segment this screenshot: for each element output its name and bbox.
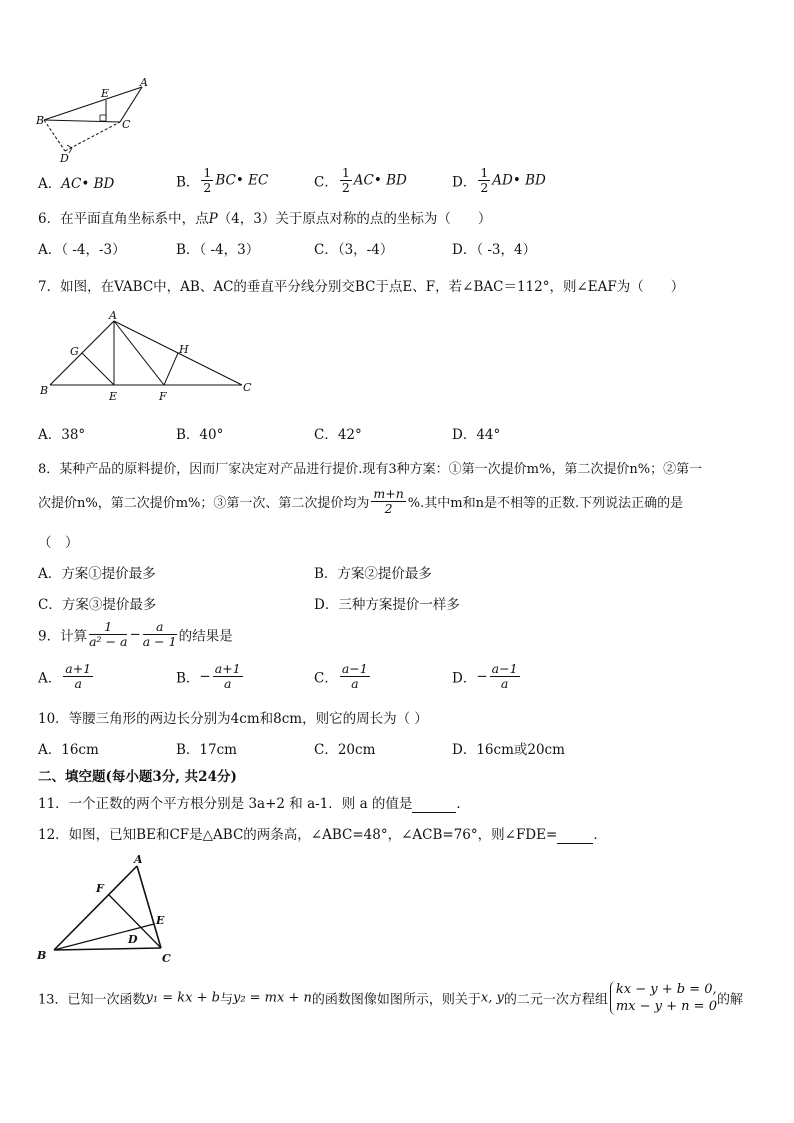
fig7-segment-af [114,321,164,385]
fig7-label-e: E [109,390,118,403]
fig5-label-c: C [122,118,131,131]
q10-option-c[interactable]: C．20cm [314,742,376,758]
fig12-side-ba [54,866,137,950]
q6-option-c[interactable]: C．（3，-4） [314,242,394,258]
fig12-label-e: E [156,914,165,927]
q10-option-b[interactable]: B．17cm [176,742,237,758]
fig5-side-ba [44,87,142,120]
fig12-altitude-be [54,924,154,950]
q8-option-d[interactable]: D．三种方案提价一样多 [314,597,460,613]
q6-option-a[interactable]: A．（ -4，-3） [38,242,126,258]
fig5-dashed-dc [65,122,120,151]
q9-option-b[interactable]: B．− $\frac{a+1}{a}$ [176,661,241,691]
q8-stem-line3: （ ） [38,535,79,551]
q5-option-d-fraction: $\frac{1}{2}$ [480,165,489,195]
q6-option-d[interactable]: D．（ -3，4） [452,242,537,258]
q9-fraction-2: $\frac{a}{a - 1}$ [142,619,177,649]
fig7-label-g: G [70,345,79,358]
q10-option-a[interactable]: A．16cm [38,742,99,758]
q9-option-d[interactable]: D．− $\frac{a-1}{a}$ [452,661,518,691]
section-2-heading: 二、填空题(每小题3分, 共24分) [38,769,237,785]
q5-option-c[interactable]: C． $\frac{1}{2}$ AC• BD [314,165,407,195]
q7-option-c[interactable]: C．42° [314,427,362,443]
fig7-label-b: B [40,384,49,397]
fig12-label-b: B [37,949,47,962]
q7-option-a[interactable]: A．38° [38,427,86,443]
fig7-label-c: C [243,381,252,394]
fig7-label-f: F [159,390,167,403]
q5-figure [36,78,156,164]
q9-option-c[interactable]: C． $\frac{a-1}{a}$ [314,661,368,691]
fig7-segment-hf [164,353,178,385]
fig12-label-d: D [128,933,138,946]
q8-option-c[interactable]: C．方案③提价最多 [38,597,157,613]
q7-option-b[interactable]: B．40° [176,427,224,443]
q7-figure [36,308,258,404]
q8-stem-line1: 8．某种产品的原料提价，因而厂家决定对产品进行提价.现有3种方案：①第一次提价m%，第二次提价n%；②第一 [38,462,703,477]
fig5-label-a: A [140,78,148,89]
fig7-label-h: H [179,343,189,356]
q5-option-b[interactable]: B． $\frac{1}{2}$ BC• EC [176,165,269,195]
q11-stem: 11．一个正数的两个平方根分别是 3a+2 和 a-1．则 a 的值是 ． [38,796,470,812]
q7-option-d[interactable]: D．44° [452,427,501,443]
q5-option-d[interactable]: D． $\frac{1}{2}$ AD• BD [452,165,546,195]
q13-stem: 13．已知一次函数y₁ = kx + b与y₂ = mx + n的函数图像如图所示，则关于x, y的二元一次方程组 kx − y + b = 0, mx − y + n = 0 的解 [38,982,743,1014]
q7-stem: 7．如图，在VABC中，AB、AC的垂直平分线分别交BC于点E、F，若∠BAC＝112°，则∠EAF为（ ） [38,279,685,295]
q6-option-b[interactable]: B．（ -4，3） [176,242,260,258]
q8-fraction: $\frac{m+n}{2}$ [373,486,404,516]
q11-answer-blank[interactable] [412,796,456,813]
q5-option-b-fraction: $\frac{1}{2}$ [203,165,212,195]
fig5-side-ca [120,87,142,122]
fig5-dashed-bd [44,120,65,151]
fig5-label-e: E [101,87,110,100]
q12-figure [34,850,184,968]
q5-option-c-fraction: $\frac{1}{2}$ [341,165,350,195]
fig12-label-c: C [162,952,171,965]
q8-option-b[interactable]: B．方案②提价最多 [314,566,432,582]
q9-option-a[interactable]: A． $\frac{a+1}{a}$ [38,661,92,691]
fig12-side-bc [54,948,161,950]
fig5-label-b: B [36,114,45,127]
q8-stem-line2: 次提价n%，第二次提价m%；③第一次、第二次提价均为 $\frac{m+n}{2}$ %.其中m和n是不相等的正数.下列说法正确的是 [38,486,684,516]
fig5-right-angle-e [100,115,106,121]
fig7-segment-ge [82,353,114,385]
fig5-label-d: D [60,152,69,164]
fig5-side-bc [44,120,120,122]
fig7-label-a: A [109,309,117,322]
q10-option-d[interactable]: D．16cm或20cm [452,742,565,758]
q12-answer-blank[interactable] [557,827,593,844]
q9-fraction-1: $\frac{1}{\text{a² − a}}$ [89,619,128,649]
fig12-label-a: A [134,853,143,866]
q6-stem: 6．在平面直角坐标系中，点P（4，3）关于原点对称的点的坐标为（ ） [38,211,492,227]
fig12-label-f: F [96,882,104,895]
q8-option-a[interactable]: A．方案①提价最多 [38,566,156,582]
q10-stem: 10．等腰三角形的两边长分别为4cm和8cm，则它的周长为（ ） [38,711,428,727]
q9-stem: 9．计算 $\frac{1}{\text{a² − a}}$ − $\frac{a}{a - 1}$ 的结果是 [38,619,233,649]
q13-equation-system: kx − y + b = 0, mx − y + n = 0 [610,981,717,1015]
q5-option-a[interactable]: A．AC• BD [38,176,115,192]
q12-stem: 12．如图，已知BE和CF是△ABC的两条高，∠ABC=48°，∠ACB=76°，则∠FDE= ． [38,827,607,843]
